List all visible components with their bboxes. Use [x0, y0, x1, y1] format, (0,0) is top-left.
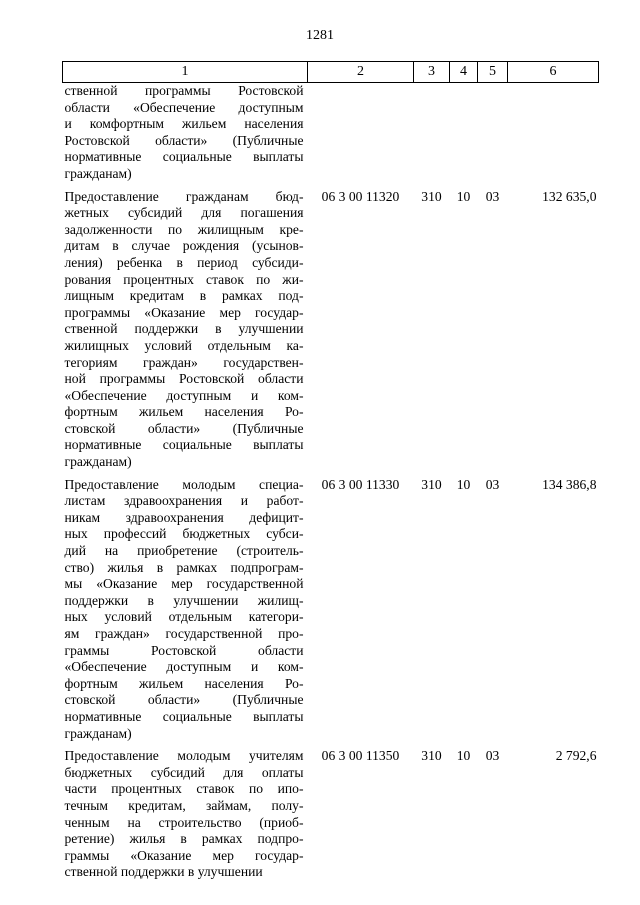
header-row: [63, 62, 599, 83]
header-col-1: 1: [63, 62, 308, 83]
row-description: [63, 83, 308, 183]
description-line: и комфортным жильем населения: [64, 116, 304, 132]
description-line: тегориям граждан» государствен-: [64, 354, 304, 370]
description-line: Ростовской области» (Публичные: [64, 132, 304, 148]
description-line: никам здравоохранения дефицит-: [64, 509, 304, 525]
description-line: бюджетных субсидий для оплаты: [64, 764, 304, 780]
description-line: части процентных ставок по ипо-: [64, 781, 304, 797]
row-code: [308, 83, 414, 183]
description-line: нормативные социальные выплаты: [64, 708, 304, 724]
description-line: жетных субсидий для погашения: [64, 205, 304, 221]
description-line: «Обеспечение доступным и ком-: [64, 659, 304, 675]
description-line: Предоставление молодым учителям: [64, 748, 304, 764]
header-col-5: 5: [478, 62, 508, 83]
row-description: [63, 183, 308, 471]
row-col-3: 310: [421, 748, 442, 764]
row-col-5: 03: [485, 476, 500, 492]
description-line: Предоставление гражданам бюд-: [64, 188, 304, 204]
row-amount: 132 635,0: [542, 188, 597, 204]
row-amount: 134 386,8: [542, 476, 597, 492]
row-col-3: 310: [421, 476, 442, 492]
description-line: гражданам): [64, 454, 132, 470]
row-amount: 2 792,6: [555, 748, 597, 764]
description-line: гражданам): [64, 165, 132, 181]
description-line: гражданам): [64, 725, 132, 741]
description-line: ство) жилья в рамках подпрограм-: [64, 559, 304, 575]
description-line: течным кредитам, займам, полу-: [64, 797, 304, 813]
description-line: граммы Ростовской области: [64, 642, 304, 658]
description-line: стовской области» (Публичные: [64, 420, 304, 436]
description-line: ченным на строительство (приоб-: [64, 814, 304, 830]
row-col-5: 03: [485, 748, 500, 764]
description-line: ственной поддержки в улучшении: [64, 864, 263, 880]
description-line: жилищных условий отдельным ка-: [64, 337, 304, 353]
description-line: фортным жильем населения Ро-: [64, 675, 304, 691]
description-line: граммы «Оказание мер государ-: [64, 847, 304, 863]
row-code: 06 3 00 11320: [321, 188, 400, 204]
description-line: ной программы Ростовской области: [64, 371, 304, 387]
table-row: [63, 471, 599, 743]
description-line: нормативные социальные выплаты: [64, 149, 304, 165]
description-line: ственной поддержки в улучшении: [64, 321, 304, 337]
row-description: [63, 742, 308, 881]
description-line: задолженности по жилищным кре-: [64, 221, 304, 237]
table-body: [63, 83, 599, 881]
description-line: дий на приобретение (строитель-: [64, 543, 304, 559]
table-row: [63, 83, 599, 183]
description-line: дитам в случае рождения (усынов-: [64, 238, 304, 254]
description-line: программы «Оказание мер государ-: [64, 304, 304, 320]
table-row: [63, 183, 599, 471]
description-line: мы «Оказание мер государственной: [64, 576, 304, 592]
row-col-3: [414, 83, 450, 183]
description-line: нормативные социальные выплаты: [64, 437, 304, 453]
row-amount: [508, 83, 599, 183]
description-line: стовской области» (Публичные: [64, 692, 304, 708]
description-line: области «Обеспечение доступным: [64, 99, 304, 115]
description-line: ственной программы Ростовской: [64, 83, 304, 98]
header-col-2: 2: [308, 62, 414, 83]
row-col-4: 10: [456, 188, 471, 204]
description-line: Предоставление молодым специа-: [64, 476, 304, 492]
header-col-3: 3: [414, 62, 450, 83]
header-col-4: 4: [450, 62, 478, 83]
page-number: 1281: [306, 28, 334, 43]
description-line: лищным кредитам в рамках под-: [64, 288, 304, 304]
description-line: ных условий отдельным категори-: [64, 609, 304, 625]
row-col-4: 10: [456, 476, 471, 492]
budget-table: [62, 61, 599, 881]
table-row: [63, 742, 599, 881]
description-line: ления) ребенка в период субсиди-: [64, 254, 304, 270]
description-line: листам здравоохранения и работ-: [64, 493, 304, 509]
header-col-6: 6: [508, 62, 599, 83]
description-line: ям граждан» государственной про-: [64, 626, 304, 641]
description-line: рования процентных ставок по жи-: [64, 271, 304, 287]
row-col-5: 03: [485, 188, 500, 204]
row-col-4: [450, 83, 478, 183]
description-line: ных профессий бюджетных субси-: [64, 526, 304, 542]
row-code: 06 3 00 11330: [321, 476, 400, 492]
description-line: поддержки в улучшении жилищ-: [64, 592, 304, 608]
description-line: «Обеспечение доступным и ком-: [64, 387, 304, 403]
row-col-3: 310: [421, 188, 442, 204]
description-line: фортным жильем населения Ро-: [64, 404, 304, 420]
row-col-4: 10: [456, 748, 471, 764]
row-col-5: [478, 83, 508, 183]
row-code: 06 3 00 11350: [321, 748, 400, 764]
row-description: [63, 471, 308, 743]
description-line: ретение) жилья в рамках подпро-: [64, 831, 304, 847]
